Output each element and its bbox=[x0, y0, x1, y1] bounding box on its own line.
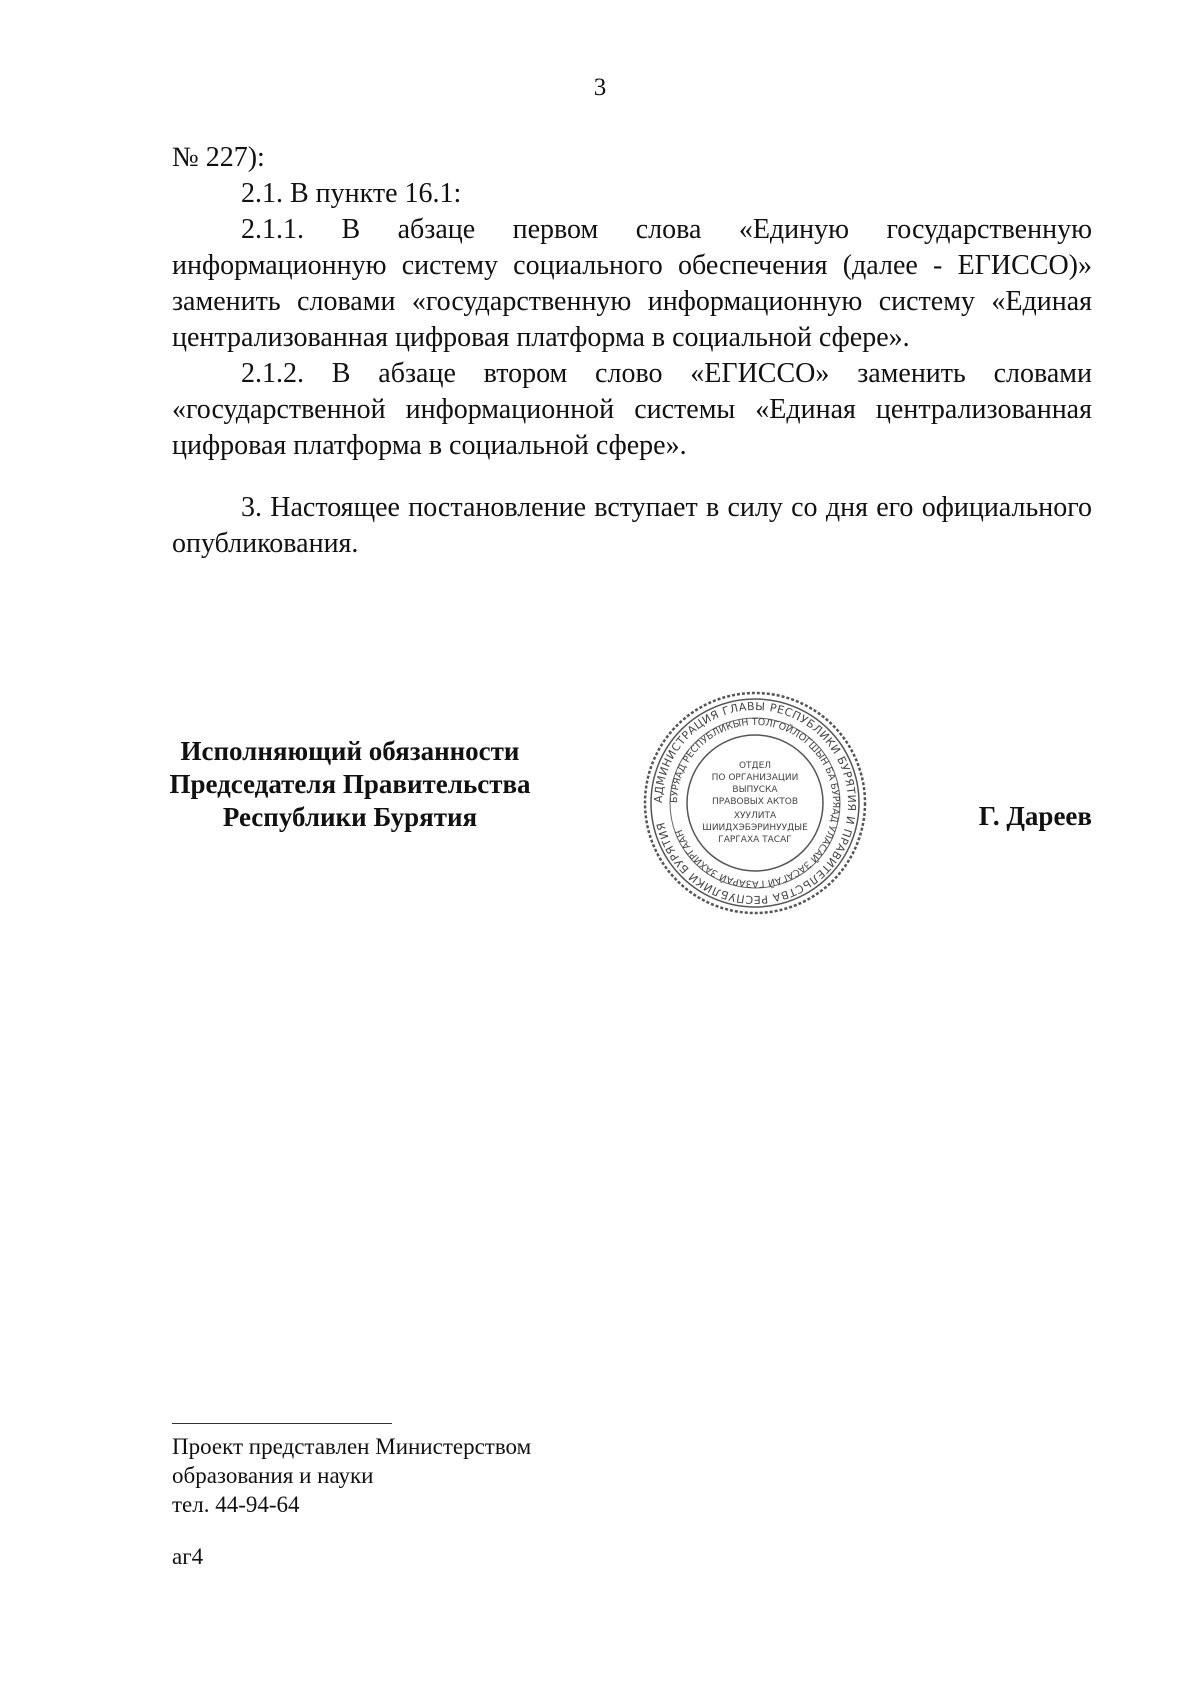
seal-center-line: ГАРГАХА ТАСАГ bbox=[718, 835, 792, 845]
document-body bbox=[172, 140, 1092, 562]
document-code: аг4 bbox=[172, 1544, 204, 1569]
seal-inner-text: БУРЯАД РЕСПУБЛИКЫН ТОЛГОЙЛОГШЫН БА БУРЯАД УЛАСАЙ ЗАСАГАЙ ГАЗАРАЙ ЗАХИРГААН bbox=[668, 716, 842, 890]
official-seal bbox=[640, 688, 870, 918]
seal-center-line: ПО ОРГАНИЗАЦИИ bbox=[711, 773, 799, 783]
paragraph-3: 3. Настоящее постановление вступает в силу со дня его официального опубликования. bbox=[172, 492, 1092, 559]
seal-center-line: ХУУЛИТА bbox=[733, 811, 777, 821]
footnote bbox=[172, 1432, 531, 1519]
seal-center-line: ПРАВОВЫХ АКТОВ bbox=[711, 797, 799, 807]
paragraph-2-1-2: 2.1.2. В абзаце втором слово «ЕГИССО» заменить словами «государственной информационной системы «Единая централизованная цифровая платформа в социальной сфере». bbox=[172, 358, 1092, 461]
footnote-line: образования и науки bbox=[172, 1463, 374, 1488]
paragraph-continuation: № 227): bbox=[172, 142, 265, 173]
paragraph-2-1-1: 2.1.1. В абзаце первом слова «Единую государственную информационную систему социального обеспечения (далее - ЕГИССО)» заменить словами «государственную информационную систему «Единая централизованная цифровая платформа в социальной сфере». bbox=[172, 214, 1092, 353]
footnote-divider bbox=[172, 1423, 392, 1424]
signatory-title-line: Исполняющий обязанности bbox=[180, 736, 520, 766]
signatory-title bbox=[150, 735, 550, 834]
seal-outer-text: АДМИНИСТРАЦИЯ ГЛАВЫ РЕСПУБЛИКИ БУРЯТИЯ И ПРАВИТЕЛЬСТВА РЕСПУБЛИКИ БУРЯТИЯ bbox=[651, 699, 859, 907]
footnote-line: тел. 44-94-64 bbox=[172, 1492, 300, 1517]
signatory-title-line: Республики Бурятия bbox=[222, 802, 478, 832]
signatory-name: Г. Дареев bbox=[978, 801, 1092, 831]
page-number: 3 bbox=[593, 74, 607, 101]
seal-center-line: ШИИДХЭБЭРИНУУДЫЕ bbox=[702, 823, 808, 833]
signatory-title-line: Председателя Правительства bbox=[169, 769, 531, 799]
seal-center-line: ОТДЕЛ bbox=[738, 761, 772, 771]
footnote-line: Проект представлен Министерством bbox=[172, 1434, 532, 1459]
paragraph-2-1: 2.1. В пункте 16.1: bbox=[241, 178, 462, 209]
seal-center-line: ВЫПУСКА bbox=[732, 785, 778, 795]
